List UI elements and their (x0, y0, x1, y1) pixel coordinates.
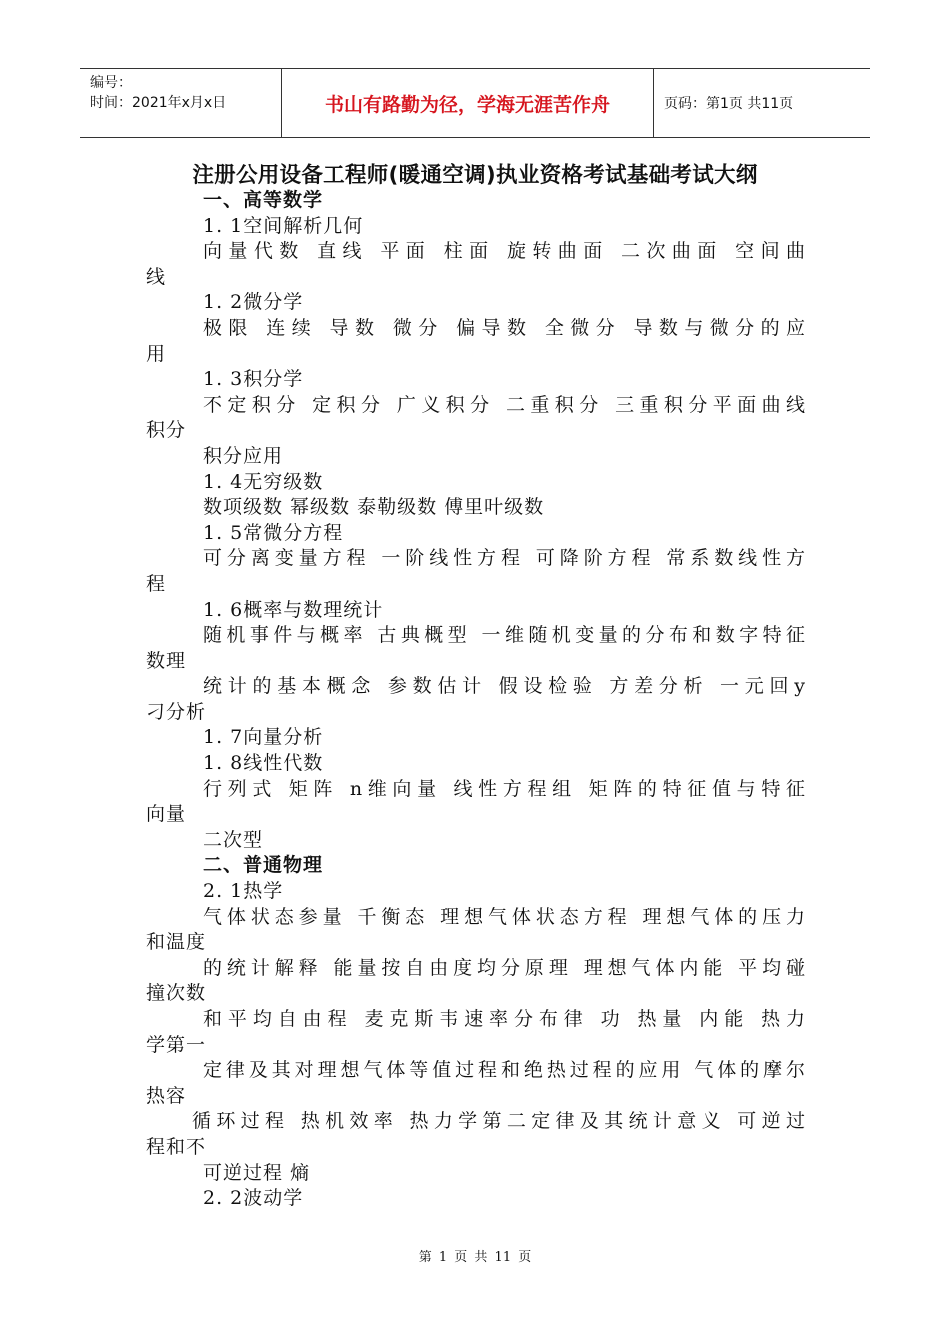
paragraph-line: 撞次数 (146, 982, 207, 1005)
paragraph-line: 学第一 (146, 1033, 207, 1056)
paragraph-line: 行列式 矩阵 n维向量 线性方程组 矩阵的特征值与特征 (203, 777, 806, 800)
paragraph-line: 的统计解释 能量按自由度均分原理 理想气体内能 平均碰 (203, 956, 806, 979)
header-meta (80, 69, 282, 137)
subsection-heading: 1. 6概率与数理统计 (203, 598, 384, 621)
paragraph-line: 循环过程 热机效率 热力学第二定律及其统计意义 可逆过 (192, 1110, 806, 1133)
paragraph-line: 热容 (146, 1084, 187, 1107)
document-body (146, 188, 806, 1212)
subsection-heading: 2. 2波动学 (203, 1187, 304, 1210)
section-heading: 一、高等数学 (203, 189, 324, 211)
header-page-info: 页码：第1页 共11页 (664, 96, 794, 112)
subsection-heading: 1. 2微分学 (203, 291, 304, 314)
subsection-heading: 1. 3积分学 (203, 368, 304, 391)
paragraph-line: 刁分析 (146, 700, 207, 723)
subsection-heading: 1. 5常微分方程 (203, 521, 344, 544)
paragraph-line: 向量 (146, 803, 187, 826)
paragraph-line: 和温度 (146, 931, 207, 954)
paragraph-line: 程 (146, 572, 167, 595)
paragraph-line: 用 (146, 342, 167, 365)
subsection-heading: 1. 1空间解析几何 (203, 214, 364, 237)
time-label: 时间：2021年x月x日 (90, 95, 227, 111)
subsection-heading: 1. 8线性代数 (203, 752, 324, 775)
paragraph-line: 数项级数 幂级数 泰勒级数 傅里叶级数 (203, 496, 545, 519)
paragraph-line: 随机事件与概率 古典概型 一维随机变量的分布和数字特征 (203, 624, 806, 647)
paragraph-line: 统计的基本概念 参数估计 假设检验 方差分析 一元回y (203, 675, 806, 698)
paragraph-line: 可逆过程 熵 (203, 1161, 311, 1184)
paragraph-line: 定律及其对理想气体等值过程和绝热过程的应用 气体的摩尔 (203, 1059, 806, 1082)
subsection-heading: 2. 1热学 (203, 880, 284, 903)
page-header (80, 68, 870, 138)
section-heading: 二、普通物理 (203, 854, 324, 877)
paragraph-line: 线 (146, 265, 167, 288)
paragraph-line: 积分 (146, 419, 187, 442)
paragraph-line: 程和不 (146, 1135, 207, 1158)
paragraph-line: 二次型 (203, 828, 264, 851)
paragraph-line: 积分应用 (203, 444, 284, 467)
header-motto: 书山有路勤为径，学海无涯苦作舟 (282, 69, 654, 137)
subsection-heading: 1. 4无穷级数 (203, 470, 324, 493)
paragraph-line: 可分离变量方程 一阶线性方程 可降阶方程 常系数线性方 (203, 547, 806, 570)
paragraph-line: 和平均自由程 麦克斯韦速率分布律 功 热量 内能 热力 (203, 1008, 806, 1030)
paragraph-line: 向量代数 直线 平面 柱面 旋转曲面 二次曲面 空间曲 (203, 240, 806, 263)
document-title: 注册公用设备工程师(暖通空调)执业资格考试基础考试大纲 (192, 163, 758, 188)
paragraph-line: 气体状态参量 千衡态 理想气体状态方程 理想气体的压力 (203, 905, 806, 928)
paragraph-line: 极限 连续 导数 微分 偏导数 全微分 导数与微分的应 (203, 316, 806, 339)
code-label: 编号： (90, 75, 132, 91)
subsection-heading: 1. 7向量分析 (203, 726, 324, 749)
page-footer: 第 1 页 共 11 页 (418, 1250, 532, 1265)
paragraph-line: 不定积分 定积分 广义积分 二重积分 三重积分平面曲线 (203, 393, 806, 416)
paragraph-line: 数理 (146, 649, 187, 672)
